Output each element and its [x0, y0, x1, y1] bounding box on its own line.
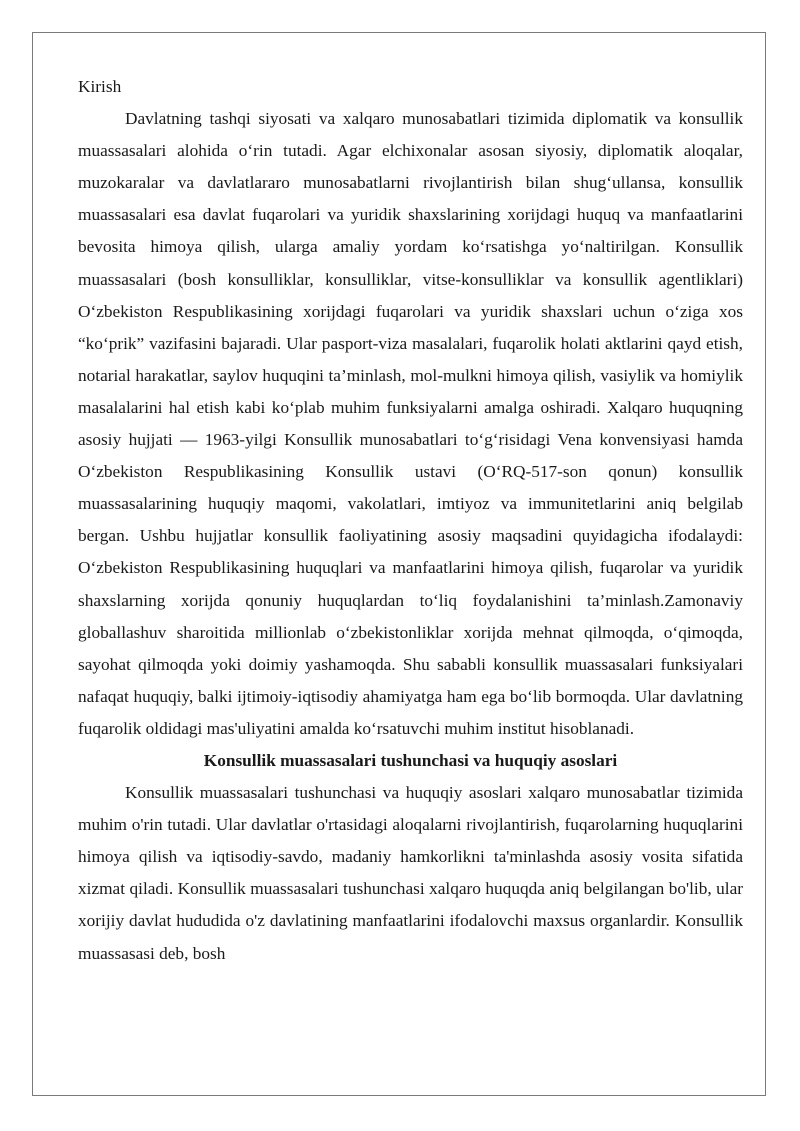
section-heading: Konsullik muassasalari tushunchasi va huquqiy asoslari	[203, 750, 618, 770]
document-body	[78, 71, 743, 970]
page-frame	[32, 32, 766, 1096]
intro-paragraph: Davlatning tashqi siyosati va xalqaro munosabatlari tizimida diplomatik va konsullik muassasalari alohida oʻrin tutadi. Agar elchixonalar asosan siyosiy, diplomatik aloqalar, muzokaralar va davlatlararo munosabatlarni rivojlantirish bilan shugʻullansa, konsullik muassasalari esa davlat fuqarolari va yuridik shaxslarining xorijdagi huquq va manfaatlarini bevosita himoya qilish, ularga amaliy yordam koʻrsatishga yoʻnaltirilgan. Konsullik muassasalari (bosh konsulliklar, konsulliklar, vitse-konsulliklar va konsullik agentliklari) Oʻzbekiston Respublikasining xorijdagi fuqarolari va yuridik shaxslari uchun oʻziga xos “koʻprik” vazifasini bajaradi. Ular pasport-viza masalalari, fuqarolik holati aktlarini qayd etish, notarial harakatlar, saylov huquqini ta’minlash, mol-mulkni himoya qilish, vasiylik va homiylik masalalarini hal etish kabi koʻplab muhim funksiyalarni amalga oshiradi. Xalqaro huquqning asosiy hujjati — 1963-yilgi Konsullik munosabatlari toʻgʻrisidagi Vena konvensiyasi hamda Oʻzbekiston Respublikasining Konsullik ustavi (OʻRQ-517-son qonun) konsullik muassasalarining huquqiy maqomi, vakolatlari, imtiyoz va immunitetlarini aniq belgilab bergan. Ushbu hujjatlar konsullik faoliyatining asosiy maqsadini quyidagicha ifodalaydi: Oʻzbekiston Respublikasining huquqlari va manfaatlarini himoya qilish, fuqarolar va yuridik shaxslarning xorijda qonuniy huquqlardan toʻliq foydalanishini ta’minlash.Zamonaviy globallashuv sharoitida millionlab oʻzbekistonliklar xorijda mehnat qilmoqda, oʻqimoqda, sayohat qilmoqda yoki doimiy yashamoqda. Shu sababli konsullik muassasalari funksiyalari nafaqat huquqiy, balki ijtimoiy-iqtisodiy ahamiyatga ham ega boʻlib bormoqda. Ular davlatning fuqarolik oldidagi mas'uliyatini amalda koʻrsatuvchi muhim institut hisoblanadi.	[78, 109, 743, 738]
intro-heading: Kirish	[78, 77, 122, 96]
section-paragraph: Konsullik muassasalari tushunchasi va huquqiy asoslari xalqaro munosabatlar tizimida muhim o'rin tutadi. Ular davlatlar o'rtasidagi aloqalarni rivojlantirish, fuqarolarning huquqlarini himoya qilish va iqtisodiy-savdo, madaniy hamkorlikni ta'minlashda asosiy vosita sifatida xizmat qiladi. Konsullik muassasalari tushunchasi xalqaro huquqda aniq belgilangan bo'lib, ular xorijiy davlat hududida o'z davlatining manfaatlarini ifodalovchi maxsus organlardir. Konsullik muassasasi deb, bosh	[78, 783, 743, 963]
